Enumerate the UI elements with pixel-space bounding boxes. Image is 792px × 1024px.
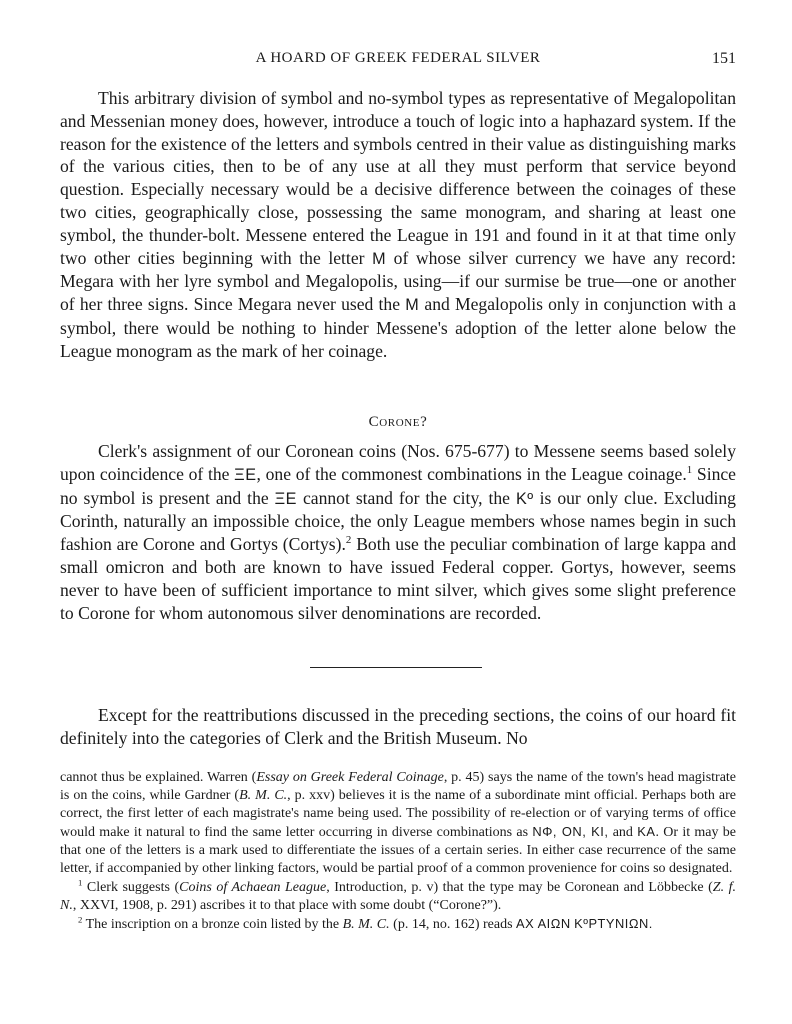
footnote-number: 1 <box>78 876 83 887</box>
greek-letters: ΚΑ <box>637 824 656 840</box>
para2-text: is our only clue. Excluding Corinth, naturally an impossible choice, the only League members whose names begin in such fashion are Corone and Gortys (Cortys). <box>60 487 736 555</box>
footnote-text: . Or it may be that one of the letters is a mark used to differentiate the issues of a certain series. In either case recurrence of the same letter, if accompanied by other linking factors, would be partial proof of a common provenience for coins so designated. <box>60 825 737 877</box>
footnote-text: , XXVI, 1908, p. 291) ascribes it to that place with some doubt (“Corone?”). <box>72 897 502 913</box>
footnote-ref-2: 2 <box>345 534 352 547</box>
para2-text: Both use the peculiar combination of large kappa and small omicron and both are known to have issued Federal copper. Gortys, however, seems never to have been of sufficient importance to mint silver, which gives some slight preference to Corone for whom autonomous silver denominations are recorded. <box>60 534 736 623</box>
para3-text: Except for the reattributions discussed in the preceding sections, the coins of our hoard fit definitely into the categories of Clerk and the British Museum. No <box>60 705 736 748</box>
footnote-number: 2 <box>78 914 83 925</box>
greek-letters: ΝΦ, ΟΝ, ΚΙ, <box>532 824 609 840</box>
footnotes <box>60 769 736 934</box>
para1-text-b: of whose silver currency we have any record: Megara with her lyre symbol and Megalopolis, using—if our surmise be true—one or another of her three signs. Since Megara never used the <box>60 247 736 315</box>
para1-text-a: This arbitrary division of symbol and no-symbol types as representative of Megalopolitan and Messenian money does, however, introduce a touch of logic into a haphazard system. If the reason for the existence of the letters and symbols centred in their value as distinguishing marks of the various cities, then to be of any use at all they must perform that service beyond question. Especially necessary would be a decisive difference between the coinages of these two cities, geographically close, possessing the same monogram, and sharing at least one symbol, the thunder-bolt. Messene entered the League in 191 and found in it at that time only two other cities beginning with the letter <box>60 88 736 268</box>
greek-xi-epsilon: ΞΕ <box>274 489 297 508</box>
para2-text: Since no symbol is present and the <box>60 463 736 508</box>
greek-letter-m: M <box>372 249 387 268</box>
running-title: A HOARD OF GREEK FEDERAL SILVER <box>255 50 541 66</box>
section-heading: Corone? <box>368 414 428 430</box>
para1-text-c: and Megalopolis only in conjunction with a symbol, there would be nothing to hinder Messene's adoption of the letter alone below the League monogram as the mark of her coinage. <box>60 294 737 361</box>
para2-text: Clerk's assignment of our Coronean coins (Nos. 675-677) to Messene seems based solely upon coincidence of the <box>60 441 736 484</box>
footnote-continuation <box>60 769 736 879</box>
greek-kappa-omicron: Kº <box>515 489 534 508</box>
greek-inscription: ΑΧ ΑΙΩΝ <box>516 915 571 931</box>
greek-letter-m: M <box>405 296 420 315</box>
footnote-citation: B. M. C. <box>239 788 288 804</box>
footnote-text: , p. 45) says the name of the town's head magistrate is on the coins, while Gardner ( <box>60 770 737 804</box>
greek-xi-epsilon: ΞΕ <box>234 465 257 484</box>
body-paragraph-3 <box>60 704 736 750</box>
footnote-citation: Essay on Greek Federal Coinage <box>256 770 444 785</box>
footnote-text: , Introduction, p. v) that the type may be Coronean and Löbbecke ( <box>326 879 713 895</box>
footnote-text: (p. 14, no. 162) reads <box>393 916 513 932</box>
para2-text: cannot stand for the city, the <box>302 487 510 508</box>
footnote-text: Clerk suggests ( <box>82 879 180 895</box>
footnote-citation: B. M. C. <box>342 916 390 932</box>
footnote-citation: Coins of Achaean League <box>179 879 327 895</box>
footnote-ref-1: 1 <box>686 463 693 476</box>
body-paragraph-1 <box>60 87 736 363</box>
footnote-text: cannot thus be explained. Warren ( <box>60 770 257 785</box>
running-header <box>60 50 736 72</box>
section-divider <box>310 667 482 668</box>
greek-inscription: ΚºΡΤΥΝΙΩΝ. <box>574 915 653 931</box>
page-number: 151 <box>712 50 736 67</box>
footnote-2 <box>60 915 736 934</box>
body-paragraph-2 <box>60 440 736 624</box>
footnote-text: The inscription on a bronze coin listed by the <box>82 916 340 932</box>
footnote-text: and <box>612 825 633 841</box>
footnote-text: , p. xxv) believes it is the name of a subordinate mint official. Perhaps both are correct, the first letter of each magistrate's name being used. The possibility of re-election or of varying terms of office would make it natural to find the same letter occurring in diverse combinations as <box>60 788 736 841</box>
footnote-1 <box>60 876 736 915</box>
para2-text: , one of the commonest combinations in the League coinage. <box>256 463 687 484</box>
footnote-citation: Z. f. N. <box>60 879 736 913</box>
